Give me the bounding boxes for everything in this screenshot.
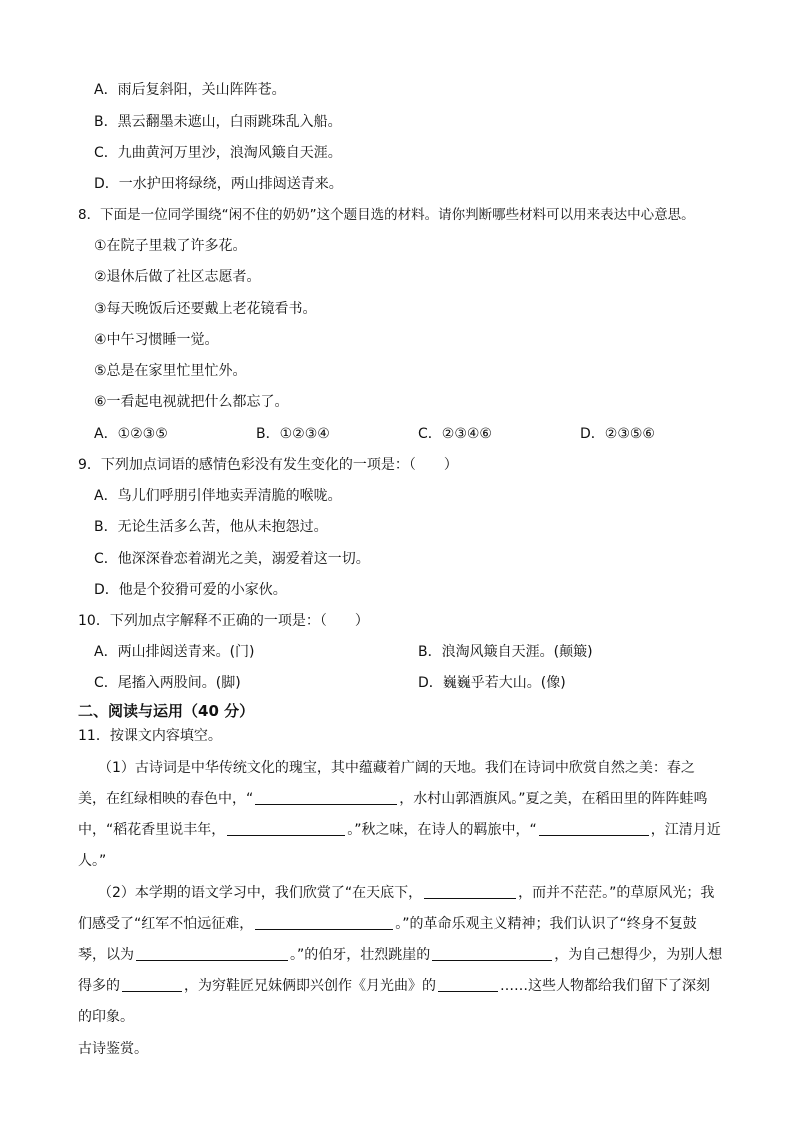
q11-p2-line3 xyxy=(78,945,722,965)
q11-p2-line4-text-c: ……这些人物都给我们留下了深刻 xyxy=(500,978,710,994)
q11-p1-line2 xyxy=(78,789,708,809)
answer-blank-1[interactable] xyxy=(255,790,397,805)
q11-p2-line1-text-a: （2）本学期的语文学习中，我们欣赏了“在天底下， xyxy=(98,885,423,901)
answer-blank-4[interactable] xyxy=(424,884,516,899)
q11-p1-line3 xyxy=(78,820,721,840)
q11-p1-line3-text-a: 中，“稻花香里说丰年， xyxy=(78,822,226,838)
section-2-heading: 二、阅读与运用（40 分） xyxy=(78,702,255,720)
q10-option-b: B．浪淘风簸自天涯。(颠簸) xyxy=(418,644,593,660)
answer-blank-2[interactable] xyxy=(227,821,345,836)
q11-p2-line2-text-b: 。”的革命乐观主义精神；我们认识了“终身不复鼓 xyxy=(395,916,697,932)
q8-option-b: B．①②③④ xyxy=(256,426,330,442)
q11-p2-line3-text-b: 。”的伯牙，壮烈跳崖的 xyxy=(290,947,431,963)
q8-option-d: D．②③⑤⑥ xyxy=(580,426,655,442)
q9-option-a: A．鸟儿们呼朋引伴地卖弄清脆的喉咙。 xyxy=(94,488,342,504)
q11-p1-line3-text-b: 。”秋之味，在诗人的羁旅中，“ xyxy=(347,822,537,838)
answer-blank-5[interactable] xyxy=(255,915,393,930)
q11-p1-line4: 人。” xyxy=(78,853,107,869)
q11-p1-line3-text-c: ，江清月近 xyxy=(650,822,721,838)
q11-p2-line4-text-b: ，为穷鞋匠兄妹俩即兴创作《月光曲》的 xyxy=(184,978,436,994)
q8-option-c: C．②③④⑥ xyxy=(418,426,492,442)
q11-p2-line3-text-c: ，为自己想得少，为别人想 xyxy=(554,947,723,963)
q8-item-5: ⑤总是在家里忙里忙外。 xyxy=(94,363,247,379)
q11-p2-line5: 的印象。 xyxy=(78,1009,134,1025)
q9-option-c: C．他深深眷恋着湖光之美，溺爱着这一切。 xyxy=(94,551,370,567)
q11-p1-line1: （1）古诗词是中华传统文化的瑰宝，其中蕴藏着广阔的天地。我们在诗词中欣赏自然之美：春之 xyxy=(98,760,695,776)
q11-stem: 11．按课文内容填空。 xyxy=(78,728,222,744)
q10-option-c: C．尾搐入两股间。(脚) xyxy=(94,675,241,691)
q11-p2-line4-text-a: 得多的 xyxy=(78,978,120,994)
q8-item-6: ⑥一看起电视就把什么都忘了。 xyxy=(94,394,289,410)
q8-item-2: ②退休后做了社区志愿者。 xyxy=(94,269,261,285)
q11-p2-line2 xyxy=(78,914,697,934)
answer-blank-3[interactable] xyxy=(539,821,649,836)
q7-option-b: B．黑云翻墨未遮山，白雨跳珠乱入船。 xyxy=(94,114,342,130)
q11-p2-line2-text-a: 们感受了“红军不怕远征难， xyxy=(78,916,254,932)
q8-item-4: ④中午习惯睡一觉。 xyxy=(94,332,219,348)
q12-stem: 古诗鉴赏。 xyxy=(78,1041,148,1057)
q10-stem: 10．下列加点字解释不正确的一项是：（ ） xyxy=(78,613,369,629)
q8-item-1: ①在院子里栽了许多花。 xyxy=(94,238,247,254)
q8-stem: 8．下面是一位同学围绕“闲不住的奶奶”这个题目选的材料。请你判断哪些材料可以用来表达中心意思。 xyxy=(78,207,695,223)
q11-p1-line2-text-a: 美，在红绿相映的春色中，“ xyxy=(78,791,254,807)
q11-p2-line1 xyxy=(98,883,714,903)
q9-option-b: B．无论生活多么苦，他从未抱怨过。 xyxy=(94,519,328,535)
q8-item-3: ③每天晚饭后还要戴上老花镜看书。 xyxy=(94,301,317,317)
q9-option-d: D．他是个狡猾可爱的小家伙。 xyxy=(94,582,287,598)
q9-stem: 9．下列加点词语的感情色彩没有发生变化的一项是：（ ） xyxy=(78,457,458,473)
q11-p2-line4 xyxy=(78,976,710,996)
q7-option-c: C．九曲黄河万里沙，浪淘风簸自天涯。 xyxy=(94,145,342,161)
q11-p2-line3-text-a: 琴，以为 xyxy=(78,947,134,963)
answer-blank-8[interactable] xyxy=(122,977,182,992)
q7-option-d: D．一水护田将绿绕，两山排闼送青来。 xyxy=(94,176,343,192)
q10-option-d: D．巍巍乎若大山。(像) xyxy=(418,675,566,691)
answer-blank-7[interactable] xyxy=(432,946,552,961)
q11-p2-line1-text-b: ，而并不茫茫。”的草原风光；我 xyxy=(518,885,715,901)
answer-blank-6[interactable] xyxy=(136,946,288,961)
answer-blank-9[interactable] xyxy=(438,977,498,992)
q7-option-a: A．雨后复斜阳，关山阵阵苍。 xyxy=(94,82,286,98)
q10-option-a: A．两山排闼送青来。(门) xyxy=(94,644,255,660)
q11-p1-line2-text-b: ，水村山郭酒旗风。”夏之美，在稻田里的阵阵蛙鸣 xyxy=(399,791,708,807)
q8-option-a: A．①②③⑤ xyxy=(94,426,168,442)
